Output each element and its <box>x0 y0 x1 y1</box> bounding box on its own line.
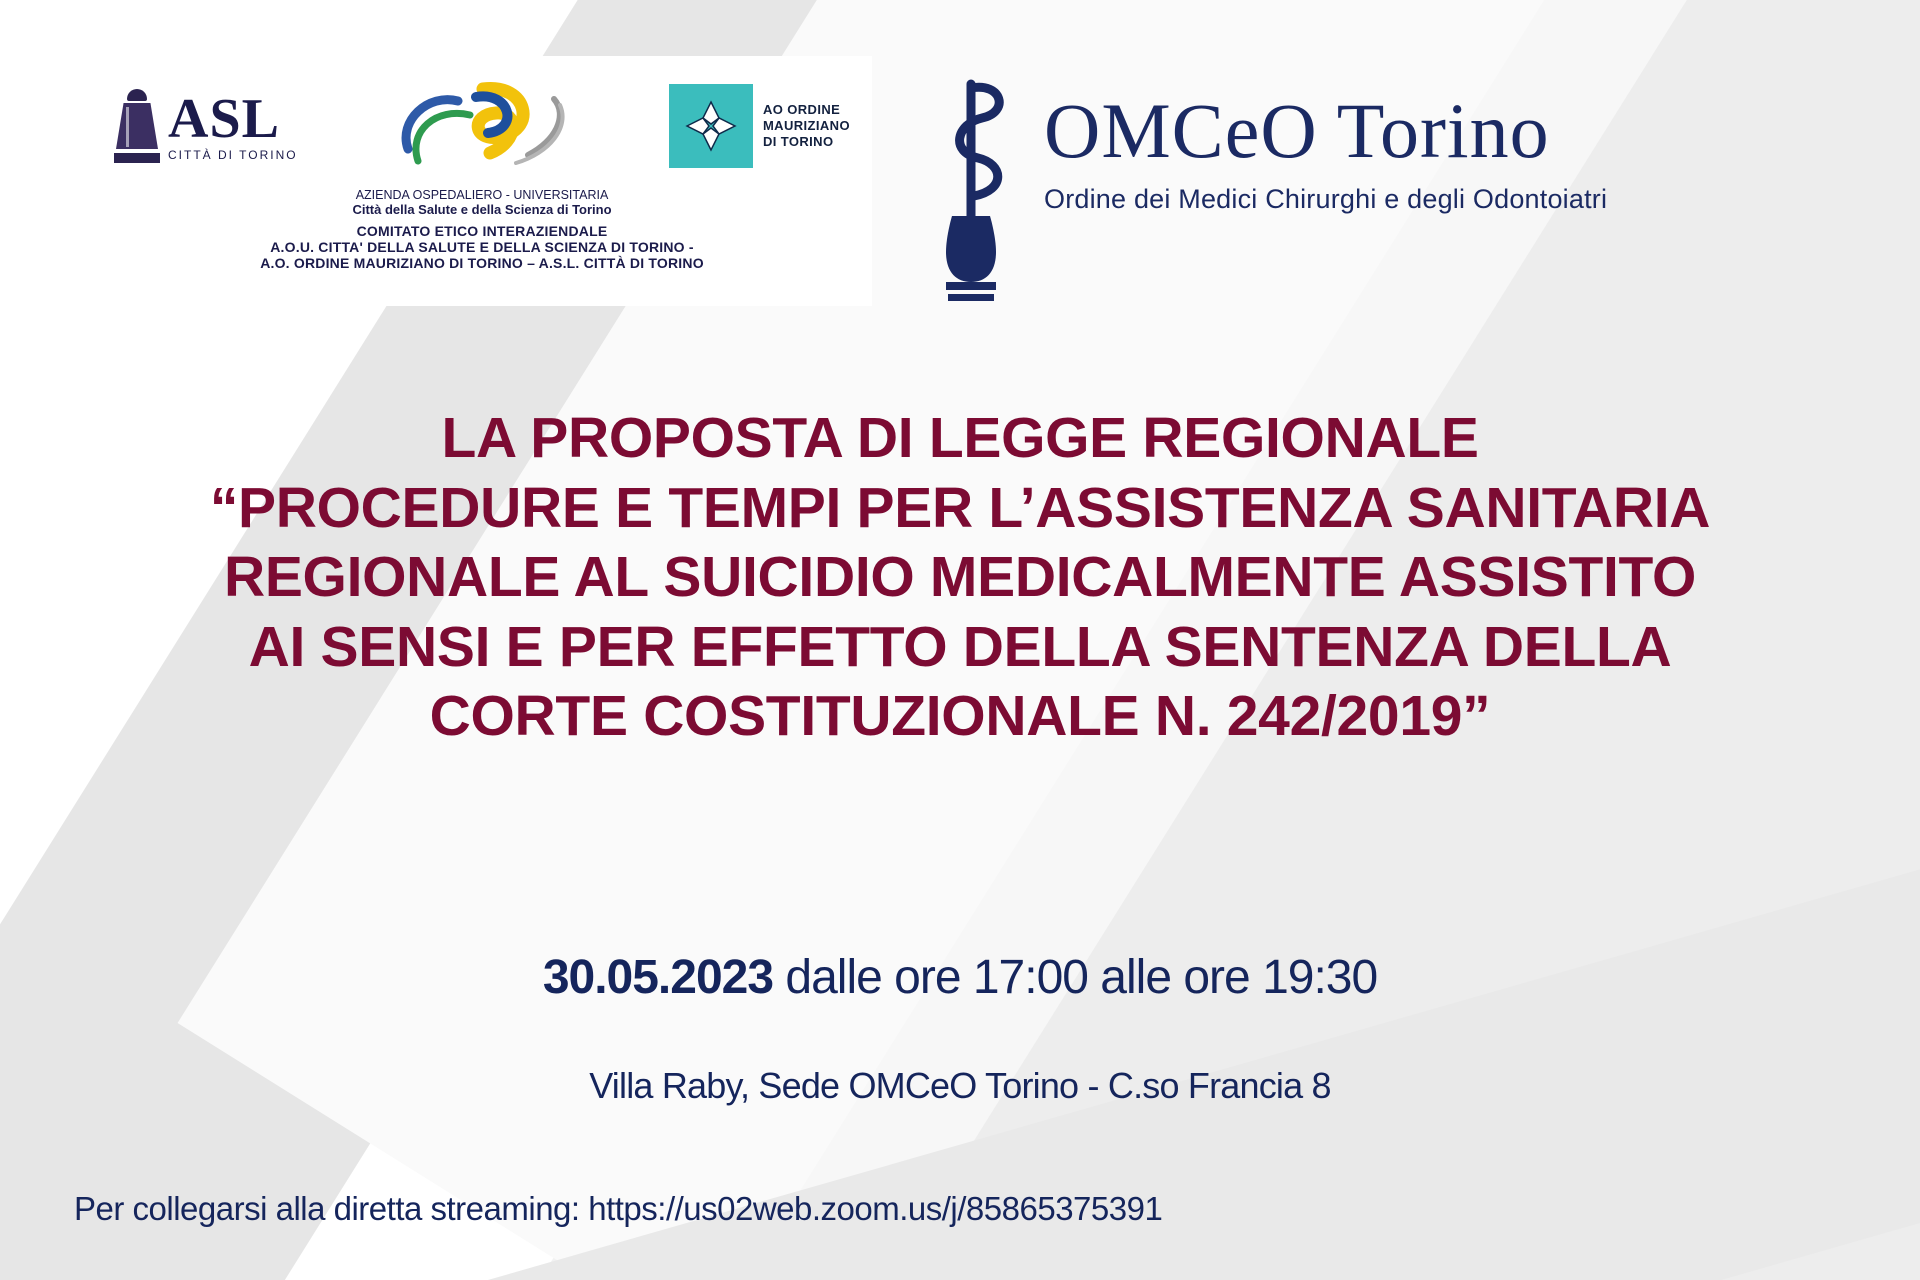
event-title-line-5: CORTE COSTITUZIONALE N. 242/2019” <box>429 684 1491 749</box>
mauriziano-logo <box>669 84 850 168</box>
aou-line-1: AZIENDA OSPEDALIERO - UNIVERSITARIA <box>355 188 609 202</box>
event-datetime <box>0 950 1920 1005</box>
mauriziano-line-1: AO ORDINE <box>762 101 841 117</box>
asl-logo-text: ASL <box>168 88 280 150</box>
omceo-subtitle: Ordine dei Medici Chirurghi e degli Odontoiatri <box>1044 184 1608 214</box>
mauriziano-line-3: DI TORINO <box>762 134 834 150</box>
committee-line-3: A.O. ORDINE MAURIZIANO DI TORINO – A.S.L. CITTÀ DI TORINO <box>260 255 704 271</box>
event-time: dalle ore 17:00 alle ore 19:30 <box>785 951 1378 1004</box>
event-title-line-3: REGIONALE AL SUICIDIO MEDICALMENTE ASSISTITO <box>223 545 1697 610</box>
event-title-line-4: AI SENSI E PER EFFETTO DELLA SENTENZA DELLA <box>248 614 1672 679</box>
asl-tower-icon <box>114 89 160 163</box>
omceo-logo <box>916 56 1607 306</box>
asl-logo-subtitle: CITTÀ DI TORINO <box>168 148 298 162</box>
event-title-line-1: LA PROPOSTA DI LEGGE REGIONALE <box>441 406 1479 470</box>
mauriziano-line-2: MAURIZIANO <box>762 117 850 133</box>
streaming-link[interactable]: Per collegarsi alla diretta streaming: https://us02web.zoom.us/j/85865375391 <box>74 1190 1163 1227</box>
asl-logo <box>114 89 298 163</box>
asclepius-rod-icon <box>916 66 1026 306</box>
logo-row <box>92 56 1832 306</box>
committee-line-2: A.O.U. CITTA' DELLA SALUTE E DELLA SCIENZA DI TORINO - <box>270 239 694 255</box>
omceo-title: OMCeO Torino <box>1044 87 1550 174</box>
committee-line-1: COMITATO ETICO INTERAZIENDALE <box>356 223 608 239</box>
event-title-line-2: “PROCEDURE E TEMPI PER L’ASSISTENZA SANITARIA <box>209 475 1711 540</box>
event-date: 30.05.2023 <box>542 951 774 1004</box>
ethics-committee-card <box>92 56 872 306</box>
event-venue: Villa Raby, Sede OMCeO Torino - C.so Francia 8 <box>589 1065 1331 1106</box>
aou-line-2: Città della Salute e della Scienza di Torino <box>352 202 612 217</box>
maltese-cross-icon <box>683 98 739 154</box>
event-title <box>0 404 1920 752</box>
aou-swirl-icon <box>378 71 588 181</box>
